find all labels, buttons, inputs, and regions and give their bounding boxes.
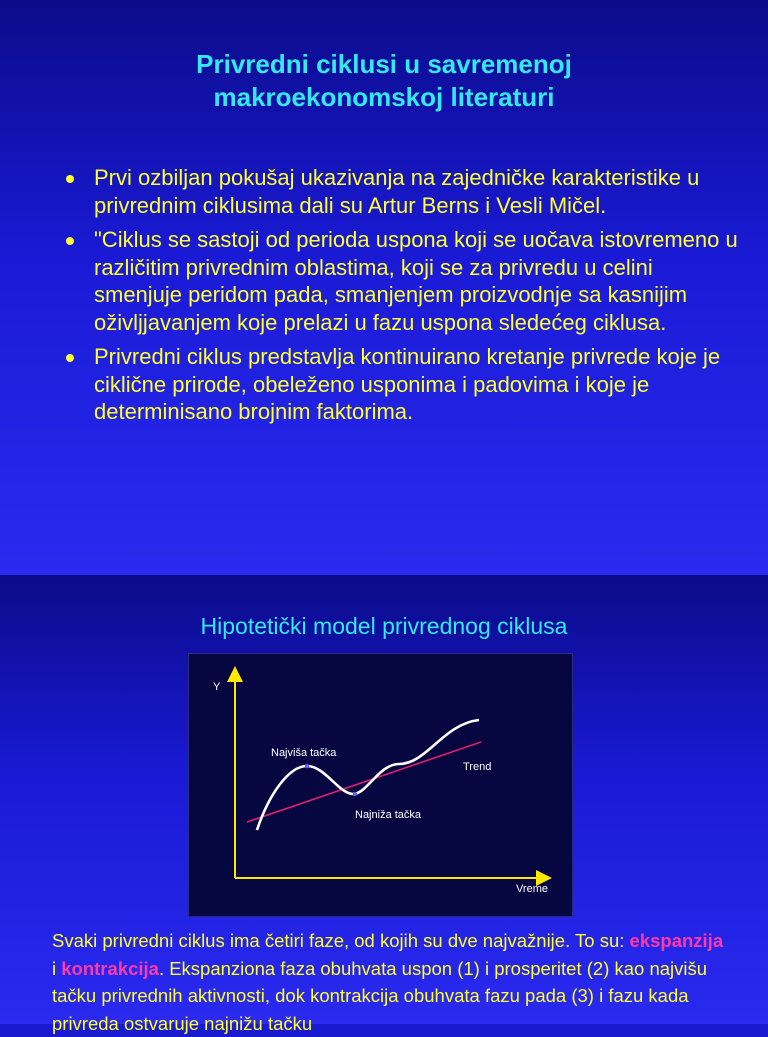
bullet-text: Prvi ozbiljan pokušaj ukazivanja na zajedničke karakteristike u privrednim ciklusima dali su Artur Berns i Vesli Mičel. (94, 165, 700, 218)
trough-point (353, 792, 357, 796)
business-cycle-diagram (188, 653, 573, 917)
slide-2 (0, 575, 768, 1034)
bullet-dot-icon (66, 354, 74, 362)
trend-label: Trend (463, 761, 492, 773)
title-line-1: Privredni ciklusi u savremenoj (196, 49, 572, 79)
paragraph-text: i (52, 957, 62, 979)
peak-point (305, 764, 309, 768)
paragraph-text: Svaki privredni ciklus ima četiri faze, od kojih su dve najvažnije. To su: (52, 930, 630, 951)
peak-label: Najviša tačka (271, 747, 337, 759)
bullet-list (60, 164, 740, 433)
term-contraction: kontrakcija (61, 957, 159, 979)
bullet-item (60, 164, 740, 219)
title-line-2: makroekonomskoj literaturi (213, 82, 555, 112)
trough-label: Najniža tačka (355, 809, 422, 821)
bullet-dot-icon (66, 237, 74, 245)
bullet-dot-icon (66, 175, 74, 183)
diagram-title: Hipotetički model privrednog ciklusa (200, 613, 568, 639)
bullet-text: "Ciklus se sastoji od perioda uspona koji se uočava istovremeno u različitim privrednim oblastima, koji se za privredu u celini smenjuje peridom pada, smanjenjem proizvodnje sa kasnijim oživljjavanjem koje prelazi u fazu uspona sledećeg ciklusa. (94, 227, 738, 335)
paragraph-text: . Ekspanziona faza obuhvata uspon (1) i prosperitet (2) kao najvišu tačku privrednih aktivnosti, dok kontrakcija obuhvata fazu pada (3) i fazu kada privreda ostvaruje najnižu tačku (52, 957, 708, 1034)
bullet-item (60, 226, 740, 336)
phases-paragraph (52, 927, 732, 1037)
bullet-item (60, 343, 740, 426)
slide-title (0, 48, 768, 114)
y-axis-label: Y (213, 681, 221, 693)
x-axis-label: Vreme (516, 883, 548, 895)
diagram-svg (189, 654, 572, 916)
term-expansion: ekspanzija (629, 930, 724, 951)
bullet-text: Privredni ciklus predstavlja kontinuirano kretanje privrede koje je ciklične prirode, obeleženo usponima i padovima i koje je determinisano brojnim faktorima. (94, 344, 721, 424)
